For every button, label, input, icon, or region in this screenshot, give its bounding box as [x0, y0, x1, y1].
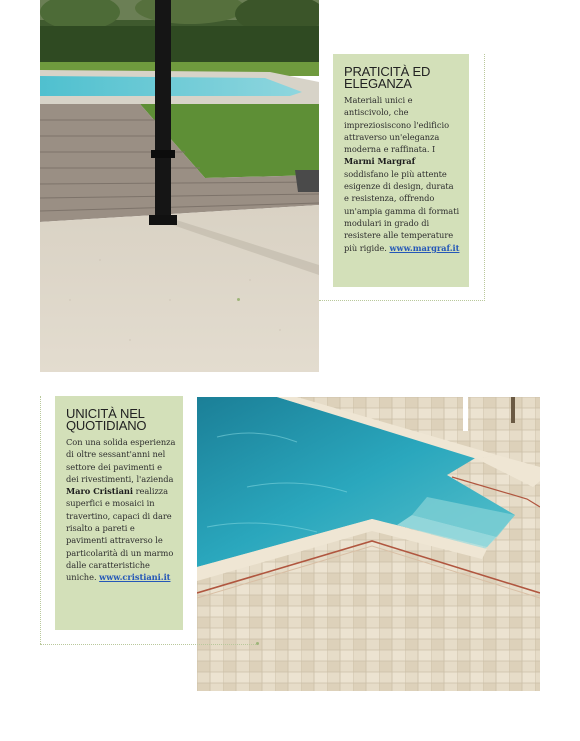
- article-title: UNICITÀ NEL QUOTIDIANO: [66, 406, 147, 433]
- dotted-line-endpoint: [237, 298, 240, 301]
- article-body: Con una solida esperienza di oltre sessant'anni nel settore dei pavimenti e dei rivestimenti, l'azienda Maro Cristiani realizza superfici e mosaici in travertino, capaci di dare risalto a pareti e pavimenti attraverso le particolarità di un marmo dalle caratteristiche uniche. www.cristiani.it: [66, 437, 176, 583]
- article-body: Materiali unici e antiscivolo, che impreziosiscono l'edificio attraverso un'eleganza moderna e raffinata. I Marmi Margraf soddisfano le più attente esigenze di design, durata e resistenza, offrendo un'ampia gamma di formati modulari in grado di resistere alle temperature più rigide. www.margraf.it: [344, 95, 460, 253]
- pool-illustration: [197, 397, 540, 691]
- dotted-frame-line: [40, 396, 41, 644]
- dotted-frame-line: [484, 54, 485, 301]
- travertine-pool-photo-cristiani: [197, 397, 540, 691]
- poolside-photo-margraf: [40, 0, 319, 372]
- website-link[interactable]: www.margraf.it: [389, 242, 460, 253]
- website-link[interactable]: www.cristiani.it: [99, 572, 171, 583]
- brand-name: Maro Cristiani: [66, 486, 133, 497]
- dotted-line-endpoint: [256, 642, 259, 645]
- brand-name: Marmi Margraf: [344, 156, 416, 167]
- article-title: PRATICITÀ ED ELEGANZA: [344, 64, 431, 91]
- dotted-frame-line: [40, 644, 258, 645]
- dotted-frame-line: [319, 300, 485, 301]
- article-box-cristiani: [55, 396, 183, 630]
- article-box-margraf: [333, 54, 469, 287]
- poolside-illustration: [40, 0, 319, 372]
